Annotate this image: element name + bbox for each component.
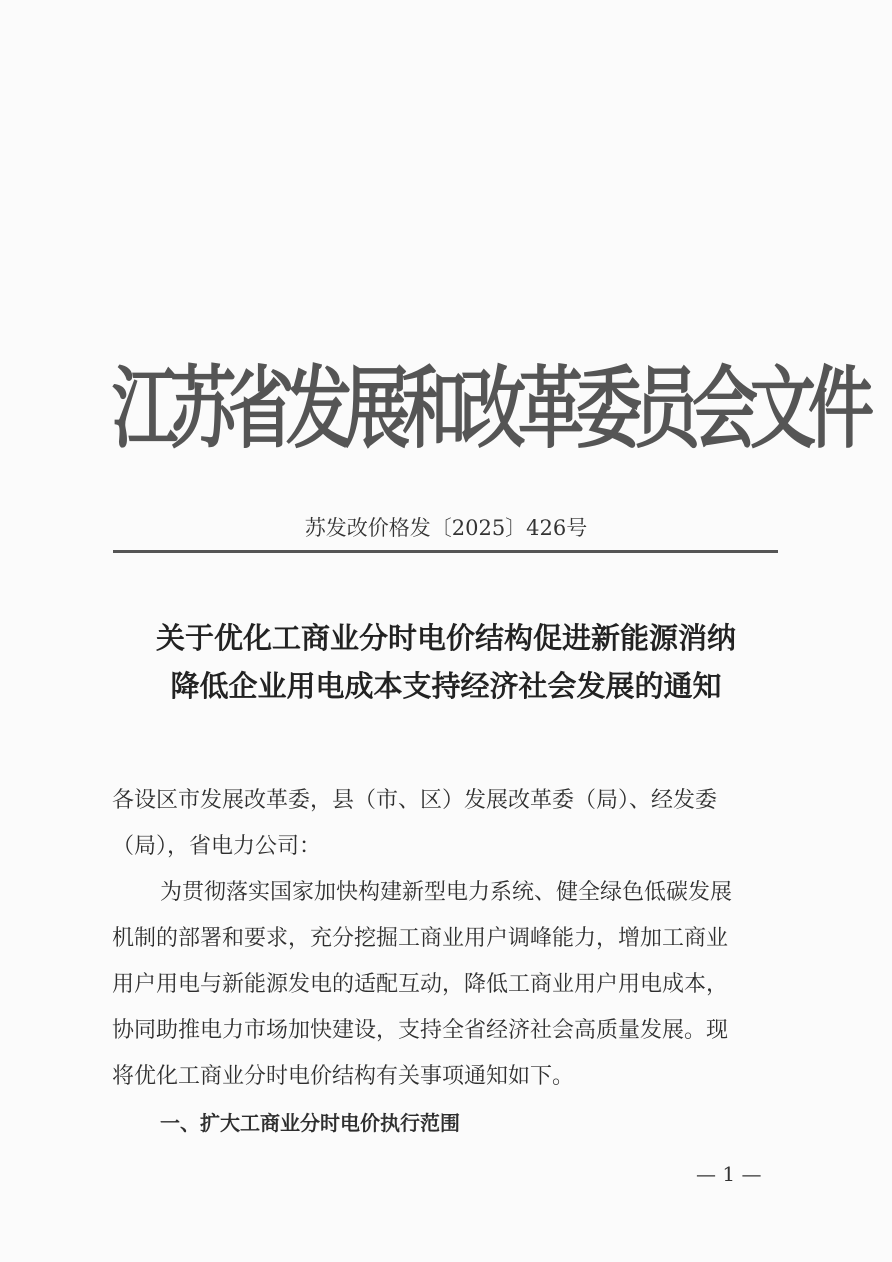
addressee-line-1: 各设区市发展改革委，县（市、区）发展改革委（局）、经发委: [112, 788, 718, 813]
title-line-1: 关于优化工商业分时电价结构促进新能源消纳: [155, 621, 736, 655]
paragraph-line-1: 为贯彻落实国家加快构建新型电力系统、健全绿色低碳发展: [160, 880, 733, 905]
document-number: 苏发改价格发〔2025〕426号: [304, 516, 588, 540]
paragraph-line-4: 协同助推电力市场加快建设，支持全省经济社会高质量发展。现: [112, 1018, 729, 1043]
section-heading-1: 一、扩大工商业分时电价执行范围: [160, 1111, 460, 1135]
paragraph-line-2: 机制的部署和要求，充分挖掘工商业用户调峰能力，增加工商业: [112, 926, 729, 951]
page-number: — 1 —: [696, 1162, 762, 1186]
masthead-divider: [113, 550, 778, 553]
addressee-line-2: （局），省电力公司：: [112, 834, 322, 859]
title-line-2: 降低企业用电成本支持经济社会发展的通知: [170, 669, 722, 703]
document-body: [112, 778, 782, 1146]
paragraph-line-3: 用户用电与新能源发电的适配互动，降低工商业用户用电成本，: [112, 972, 729, 997]
document-masthead: 江苏省发展和改革委员会文件: [112, 357, 866, 462]
document-title: [100, 614, 792, 710]
paragraph-line-5: 将优化工商业分时电价结构有关事项通知如下。: [112, 1064, 575, 1089]
